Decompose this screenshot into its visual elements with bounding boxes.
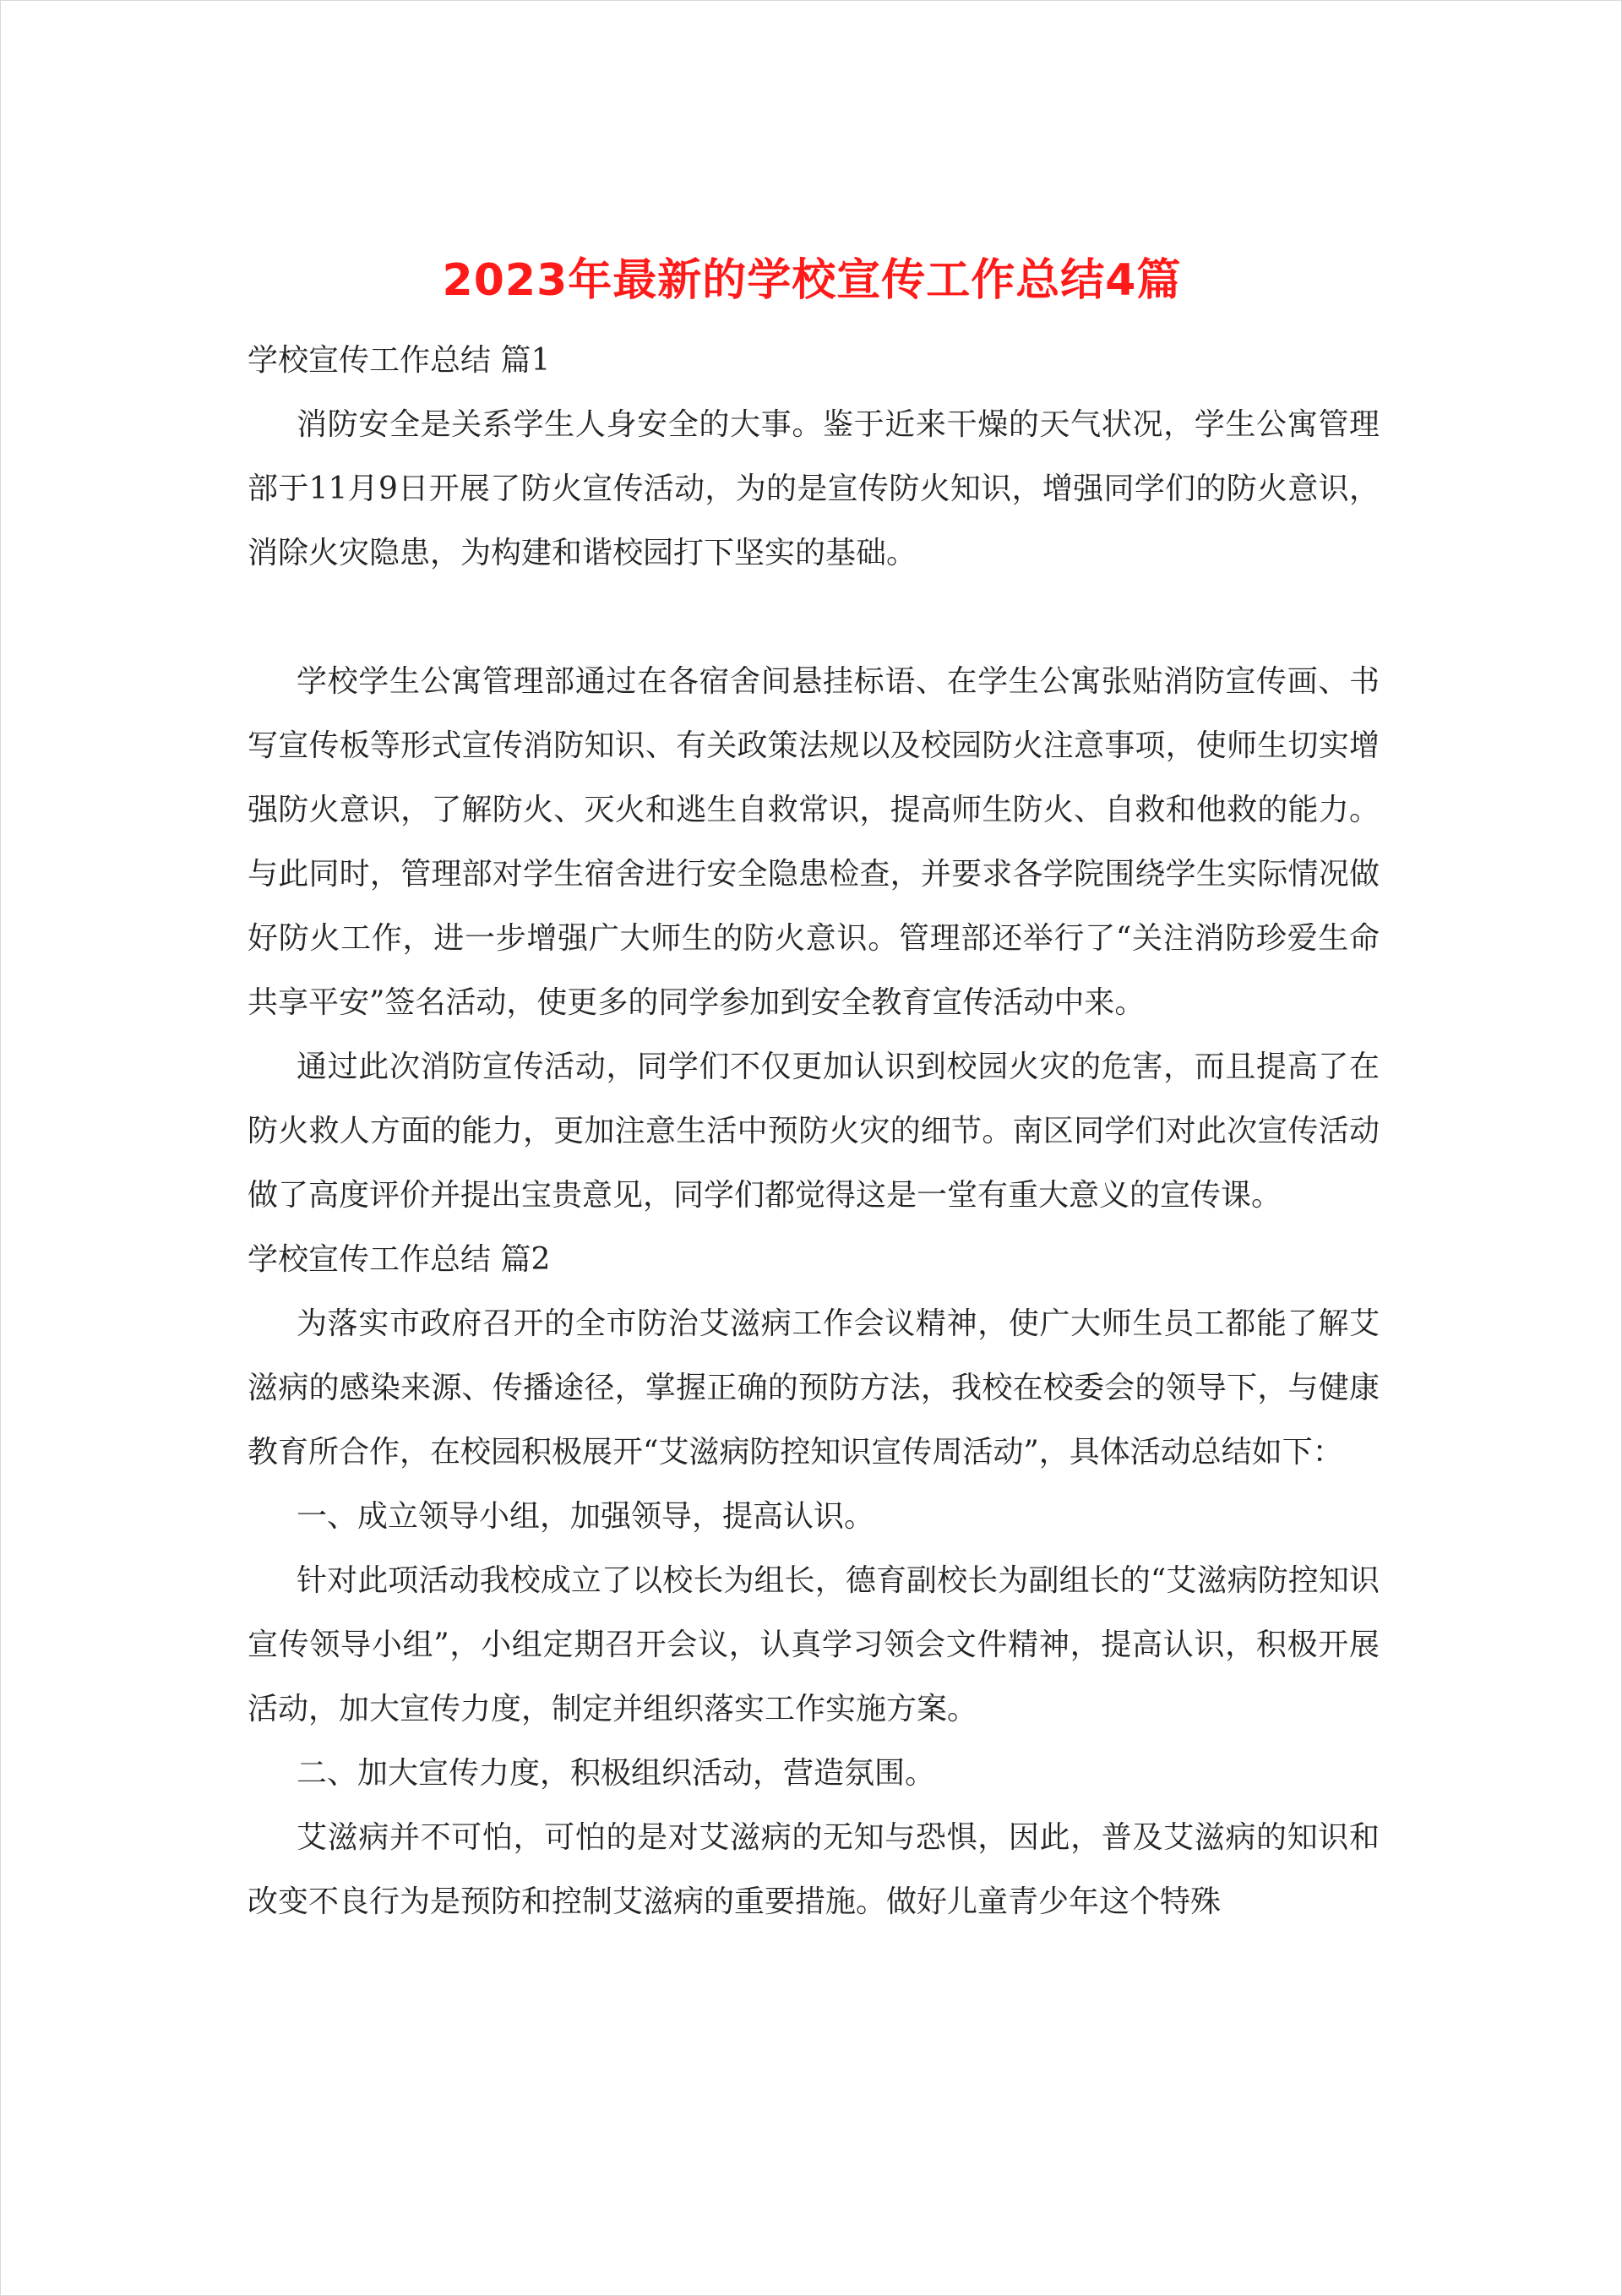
section1-paragraph-3: 通过此次消防宣传活动，同学们不仅更加认识到校园火灾的危害，而且提高了在防火救人方面的能力，更加注意生活中预防火灾的细节。南区同学们对此次宣传活动做了高度评价并提出宝贵意见，同学们都觉得这是一堂有重大意义的宣传课。	[248, 1050, 1380, 1213]
section2-item-2: 二、加大宣传力度，积极组织活动，营造氛围。	[297, 1756, 936, 1791]
section1-heading: 学校宣传工作总结 篇1	[248, 343, 551, 378]
section2-paragraph-3: 艾滋病并不可怕，可怕的是对艾滋病的无知与恐惧，因此，普及艾滋病的知识和改变不良行为是预防和控制艾滋病的重要措施。做好儿童青少年这个特殊	[248, 1820, 1380, 1919]
section2-heading: 学校宣传工作总结 篇2	[248, 1242, 551, 1277]
document-body	[248, 329, 1380, 1934]
document-title: 2023年最新的学校宣传工作总结4篇	[442, 255, 1182, 306]
section2-paragraph-1: 为落实市政府召开的全市防治艾滋病工作会议精神，使广大师生员工都能了解艾滋病的感染来源、传播途径，掌握正确的预防方法，我校在校委会的领导下，与健康教育所合作，在校园积极展开“艾滋病防控知识宣传周活动”，具体活动总结如下：	[248, 1306, 1380, 1470]
section1-paragraph-1: 消防安全是关系学生人身安全的大事。鉴于近来干燥的天气状况，学生公寓管理部于11月9日开展了防火宣传活动，为的是宣传防火知识，增强同学们的防火意识，消除火灾隐患，为构建和谐校园打下坚实的基础。	[248, 407, 1380, 570]
section2-item-1: 一、成立领导小组，加强领导，提高认识。	[297, 1499, 875, 1534]
section1-paragraph-2: 学校学生公寓管理部通过在各宿舍间悬挂标语、在学生公寓张贴消防宣传画、书写宣传板等形式宣传消防知识、有关政策法规以及校园防火注意事项，使师生切实增强防火意识，了解防火、灭火和逃生自救常识，提高师生防火、自救和他救的能力。与此同时，管理部对学生宿舍进行安全隐患检查，并要求各学院围绕学生实际情况做好防火工作，进一步增强广大师生的防火意识。管理部还举行了“关注消防珍爱生命 共享平安”签名活动，使更多的同学参加到安全教育宣传活动中来。	[248, 664, 1380, 1020]
section2-paragraph-2: 针对此项活动我校成立了以校长为组长，德育副校长为副组长的“艾滋病防控知识宣传领导小组”，小组定期召开会议，认真学习领会文件精神，提高认识，积极开展活动，加大宣传力度，制定并组织落实工作实施方案。	[248, 1563, 1380, 1726]
